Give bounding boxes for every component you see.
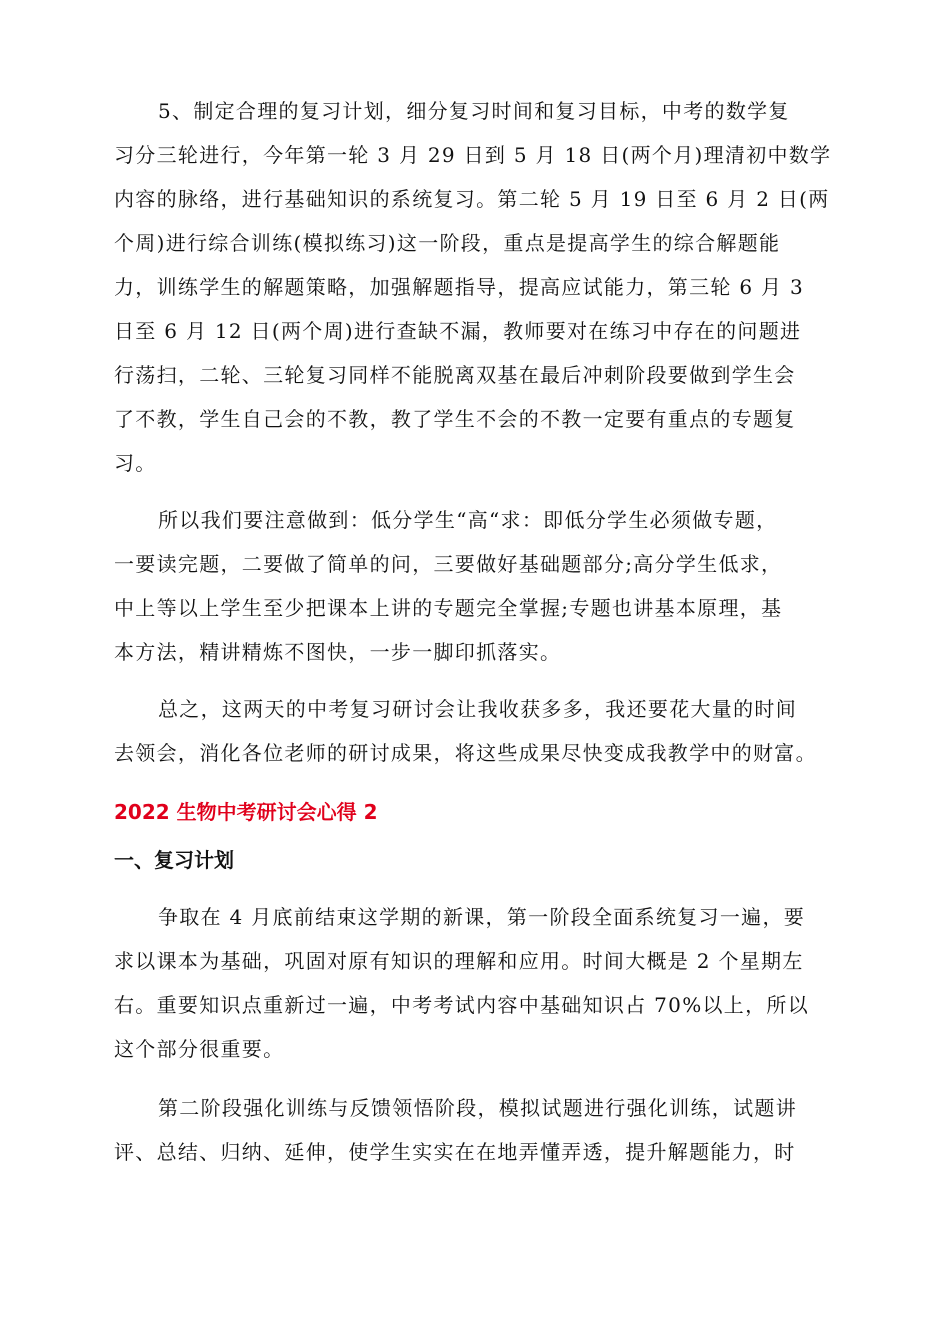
subsection-title: 一、复习计划 [114,848,234,872]
paragraph-stage-one [114,895,838,1071]
text-line: 了不教，学生自己会的不教，教了学生不会的不教一定要有重点的专题复 [114,407,796,431]
text-line: 一要读完题，二要做了简单的问，三要做好基础题部分;高分学生低求， [114,552,783,576]
text-line: 本方法，精讲精炼不图快，一步一脚印抓落实。 [114,640,562,664]
text-line: 去领会，消化各位老师的研讨成果，将这些成果尽快变成我教学中的财富。 [114,741,817,765]
text-line: 右。重要知识点重新过一遍，中考考试内容中基础知识占 70%以上，所以 [114,993,810,1017]
text-line: 评、总结、归纳、延伸，使学生实实在在地弄懂弄透，提升解题能力，时 [114,1140,796,1164]
text-line: 行荡扫，二轮、三轮复习同样不能脱离双基在最后冲刺阶段要做到学生会 [114,363,796,387]
text-line: 习分三轮进行，今年第一轮 3 月 29 日到 5 月 18 日(两个月)理清初中数学 [114,143,832,167]
text-line: 中上等以上学生至少把课本上讲的专题完全掌握;专题也讲基本原理，基 [114,596,783,620]
text-line: 争取在 4 月底前结束这学期的新课，第一阶段全面系统复习一遍，要 [158,905,806,929]
text-line: 日至 6 月 12 日(两个周)进行查缺不漏，教师要对在练习中存在的问题进 [114,319,802,343]
text-line: 总之，这两天的中考复习研讨会让我收获多多，我还要花大量的时间 [158,697,797,721]
paragraph-stage-two [114,1086,838,1174]
text-line: 习。 [114,451,157,475]
paragraph-attention [114,498,838,674]
text-line: 力，训练学生的解题策略，加强解题指导，提高应试能力，第三轮 6 月 3 [114,275,805,299]
text-line: 5、制定合理的复习计划，细分复习时间和复习目标，中考的数学复 [158,99,790,123]
text-line: 第二阶段强化训练与反馈领悟阶段，模拟试题进行强化训练，试题讲 [158,1096,797,1120]
paragraph-summary [114,687,838,775]
section-title: 2022 生物中考研讨会心得 2 [114,800,378,824]
text-line: 这个部分很重要。 [114,1037,285,1061]
text-line: 求以课本为基础，巩固对原有知识的理解和应用。时间大概是 2 个星期左 [114,949,804,973]
text-line: 所以我们要注意做到：低分学生“高“求：即低分学生必须做专题， [158,508,778,532]
text-line: 内容的脉络，进行基础知识的系统复习。第二轮 5 月 19 日至 6 月 2 日(两 [114,187,830,211]
text-line: 个周)进行综合训练(模拟练习)这一阶段，重点是提高学生的综合解题能 [114,231,781,255]
paragraph-review-plan [114,89,838,485]
